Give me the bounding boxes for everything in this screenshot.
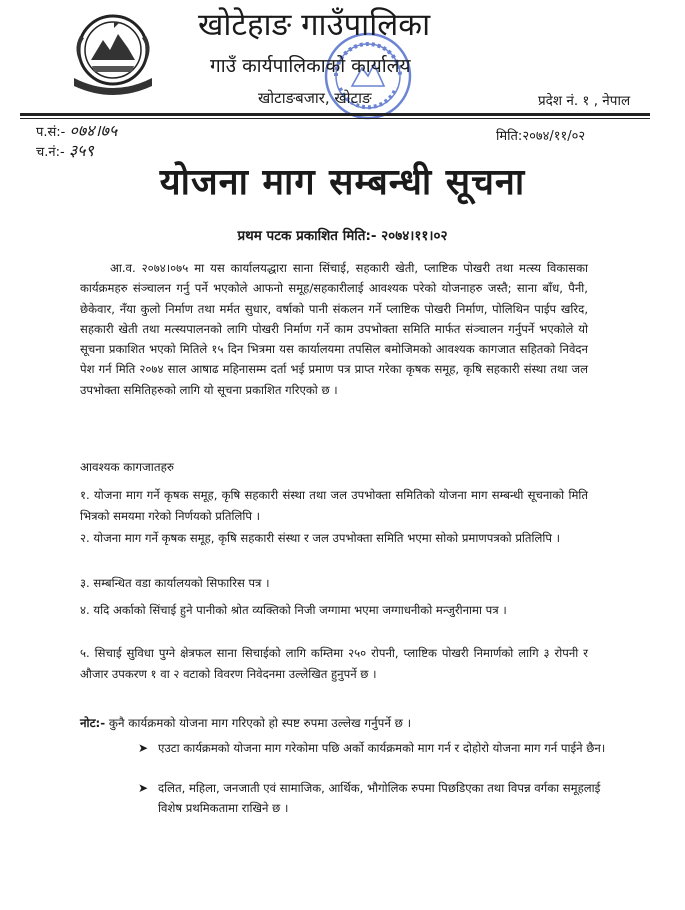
province-label: प्रदेश नं. १ , नेपाल (538, 93, 631, 109)
chalani-number (36, 142, 94, 162)
office-name: खोटेहाङ गाउँपालिका (198, 7, 431, 43)
document-item-4: ४. यदि अर्काको सिंचाई हुने पानीको श्रोत व्यक्तिको निजी जग्गामा भएमा जग्गाधनीको मन्जुरीनामा पत्र । (80, 603, 507, 617)
header-divider-thick (20, 113, 650, 116)
letter-date (496, 128, 585, 146)
notice-title: योजना माग सम्बन्धी सूचना (159, 162, 526, 203)
document-item-2: २. योजना माग गर्ने कृषक समूह, कृषि सहकारी संस्था र जल उपभोक्ता समिति भएमा सोको प्रमाणपत्रको प्रतिलिपि । (80, 531, 561, 545)
documents-heading: आवश्यक कागजातहरु (80, 460, 174, 474)
nepal-emblem-icon (58, 6, 168, 102)
document-item-1: १. योजना माग गर्ने कृषक समूह, कृषि सहकारी संस्था तथा जल उपभोक्ता समितिको योजना माग सम्बन्धी सूचनाको मिति भित्रको समयमा गरेको निर्णयको प्रतिलिपि । (80, 488, 588, 523)
note-line (80, 713, 620, 733)
intro-paragraph: आ.व. २०७४।०७५ मा यस कार्यालयद्धारा साना सिंचाई, सहकारी खेती, प्लाष्टिक पोखरी तथा मत्स्य विकासका कार्यक्रमहरु संञ्चालन गर्नु पर्ने भएकोले आफनो समूह/सहकारीलाई आवश्यक परेको योजनाहरु जस्तै; साना बाँध, पैनी, छेकेवार, नँया कुलो निर्माण तथा मर्मत सुधार, वर्षाको पानी संकलन गर्ने प्लाष्टिक पोखरी निर्माण, पोलिथिन पाईप खरिद, सहकारी खेती तथा मत्स्यपालनको लागि पोखरी निर्माण गर्ने काम उपभोक्ता समिति मार्फत संञ्चालन गर्नुपर्ने भएकोले यो सूचना प्रकाशित भएको मितिले १५ दिन भित्रमा यस कार्यालयमा तपसिल बमोजिमको आवश्यक कागजात सहितको निवेदन पेश गर्न मिति २०७४ साल आषाढ महिनासम्म दर्ता भई प्रमाण पत्र प्राप्त गरेका कृषक समूह, कृषि सहकारी संस्था तथा जल उपभोक्ता समितिहरुको लागि यो सूचना प्रकाशित गरिएको छ । (80, 261, 588, 397)
office-location: खोटाङबजार, खोटाङ (258, 89, 372, 107)
date-value: २०७४/११/०२ (522, 129, 586, 144)
publish-date-line: प्रथम पटक प्रकाशित मिति:- २०७४।११।०२ (237, 228, 448, 244)
note-bullet-text: एउटा कार्यक्रमको योजना माग गरेकोमा पछि अर्को कार्यक्रमको माग गर्न र दोहोरो योजना माग गर्न पाईने छैन। (158, 741, 606, 755)
office-subtitle: गाउँ कार्यपालिकाको कार्यालय (210, 55, 411, 77)
chalani-value: ३५९ (68, 141, 94, 160)
arrow-bullet-icon: ➤ (138, 741, 149, 755)
arrow-bullet-icon: ➤ (138, 781, 149, 795)
note-text: कुनै कार्यक्रमको योजना माग गरिएको हो स्पष्ट रुपमा उल्लेख गर्नुपर्ने छ । (108, 716, 412, 730)
patra-value: ०७४।७५ (69, 121, 118, 140)
date-label: मिति: (496, 129, 523, 144)
note-label: नोट:- (80, 716, 106, 730)
document-item-5: ५. सिचाई सुविधा पुग्ने क्षेत्रफल साना सिचाईको लागि कम्तिमा २५० रोपनी, प्लाष्टिक पोखरी निमार्णको लागि ३ रोपनी र औजार उपकरण १ वा २ वटाको विवरण निवेदनमा उल्लेखित हुनुपर्ने छ । (80, 646, 588, 681)
document-item-3: ३. सम्बन्धित वडा कार्यालयको सिफारिस पत्र । (80, 576, 270, 590)
note-bullet-text: दलित, महिला, जनजाती एवं सामाजिक, आर्थिक, भौगोलिक रुपमा पिछडिएका तथा विपन्न वर्गका समूहलाई विशेष प्रथमिकतामा राखिने छ । (158, 781, 601, 815)
header-divider-thin (20, 118, 650, 119)
note-bullet-1 (138, 738, 618, 758)
note-bullet-2 (138, 778, 618, 818)
patra-label: प.सं:- (36, 125, 66, 140)
chalani-label: च.नं:- (36, 145, 65, 160)
patra-sankhya (36, 122, 117, 142)
